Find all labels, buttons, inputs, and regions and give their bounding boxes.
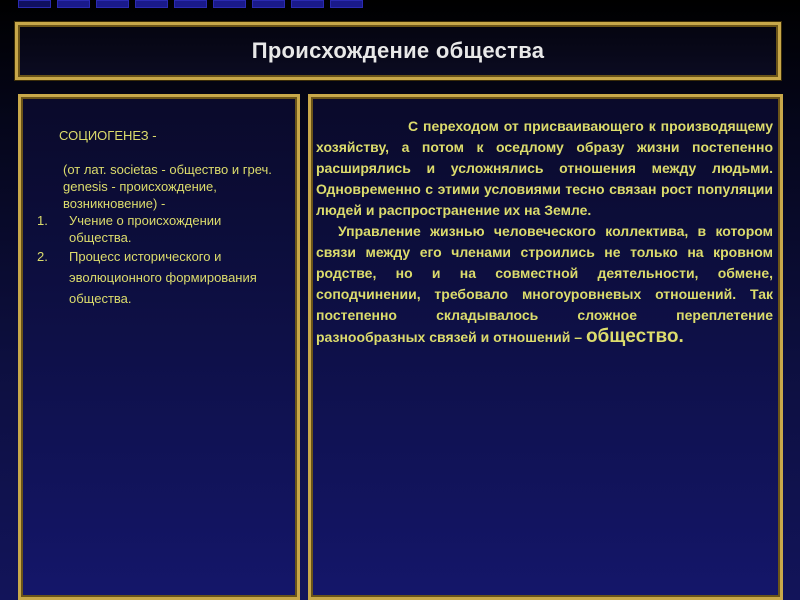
paragraph-2-text: Управление жизнью человеческого коллектива, в котором связи между его членами строились не только на кровном родстве, но и на совместной деятельности, обмене, соподчинении, требовало многоуровневых отношений. Так постепенно складывалось сложное переплетение разнообразных связей и отношений — [316, 223, 773, 345]
paragraph-2-dash: – — [570, 329, 586, 345]
etymology-text: (от лат. societas - общество и греч. genesis - происхождение, возникновение) - — [63, 162, 272, 211]
list-item-text: Учение о происхождении общества. — [69, 213, 222, 245]
title-frame — [15, 22, 781, 80]
slide-tab — [291, 0, 324, 8]
list-number: 1. — [37, 213, 48, 228]
paragraph-2 — [316, 221, 773, 348]
slide-tab — [57, 0, 90, 8]
list-item — [37, 212, 281, 246]
paragraph-1: С переходом от присваивающего к производящему хозяйству, а потом к оседлому образу жизни постепенно расширялись и усложнялись отношения между людьми. Одновременно с этими условиями тесно связан рост популяции людей и распространение их на Земле. — [316, 118, 773, 218]
slide-tab — [96, 0, 129, 8]
slide-title: Происхождение общества — [251, 38, 545, 63]
slide-tab — [252, 0, 285, 8]
description-panel — [308, 94, 783, 600]
emphasis-word: общество. — [585, 326, 684, 347]
definition-content — [37, 127, 281, 309]
definition-panel — [18, 94, 300, 600]
slide-tab — [18, 0, 51, 8]
slide-tab — [330, 0, 363, 8]
slide-tab — [213, 0, 246, 8]
list-item — [37, 246, 281, 309]
slide-nav-tabs — [18, 0, 363, 8]
description-content — [316, 116, 773, 348]
list-number: 2. — [37, 249, 48, 264]
definition-list — [37, 212, 281, 309]
slide-tab — [174, 0, 207, 8]
slide-tab — [135, 0, 168, 8]
term-heading: СОЦИОГЕНЕЗ - — [59, 128, 157, 143]
list-item-text: Процесс исторического и эволюционного формирования общества. — [69, 249, 257, 306]
